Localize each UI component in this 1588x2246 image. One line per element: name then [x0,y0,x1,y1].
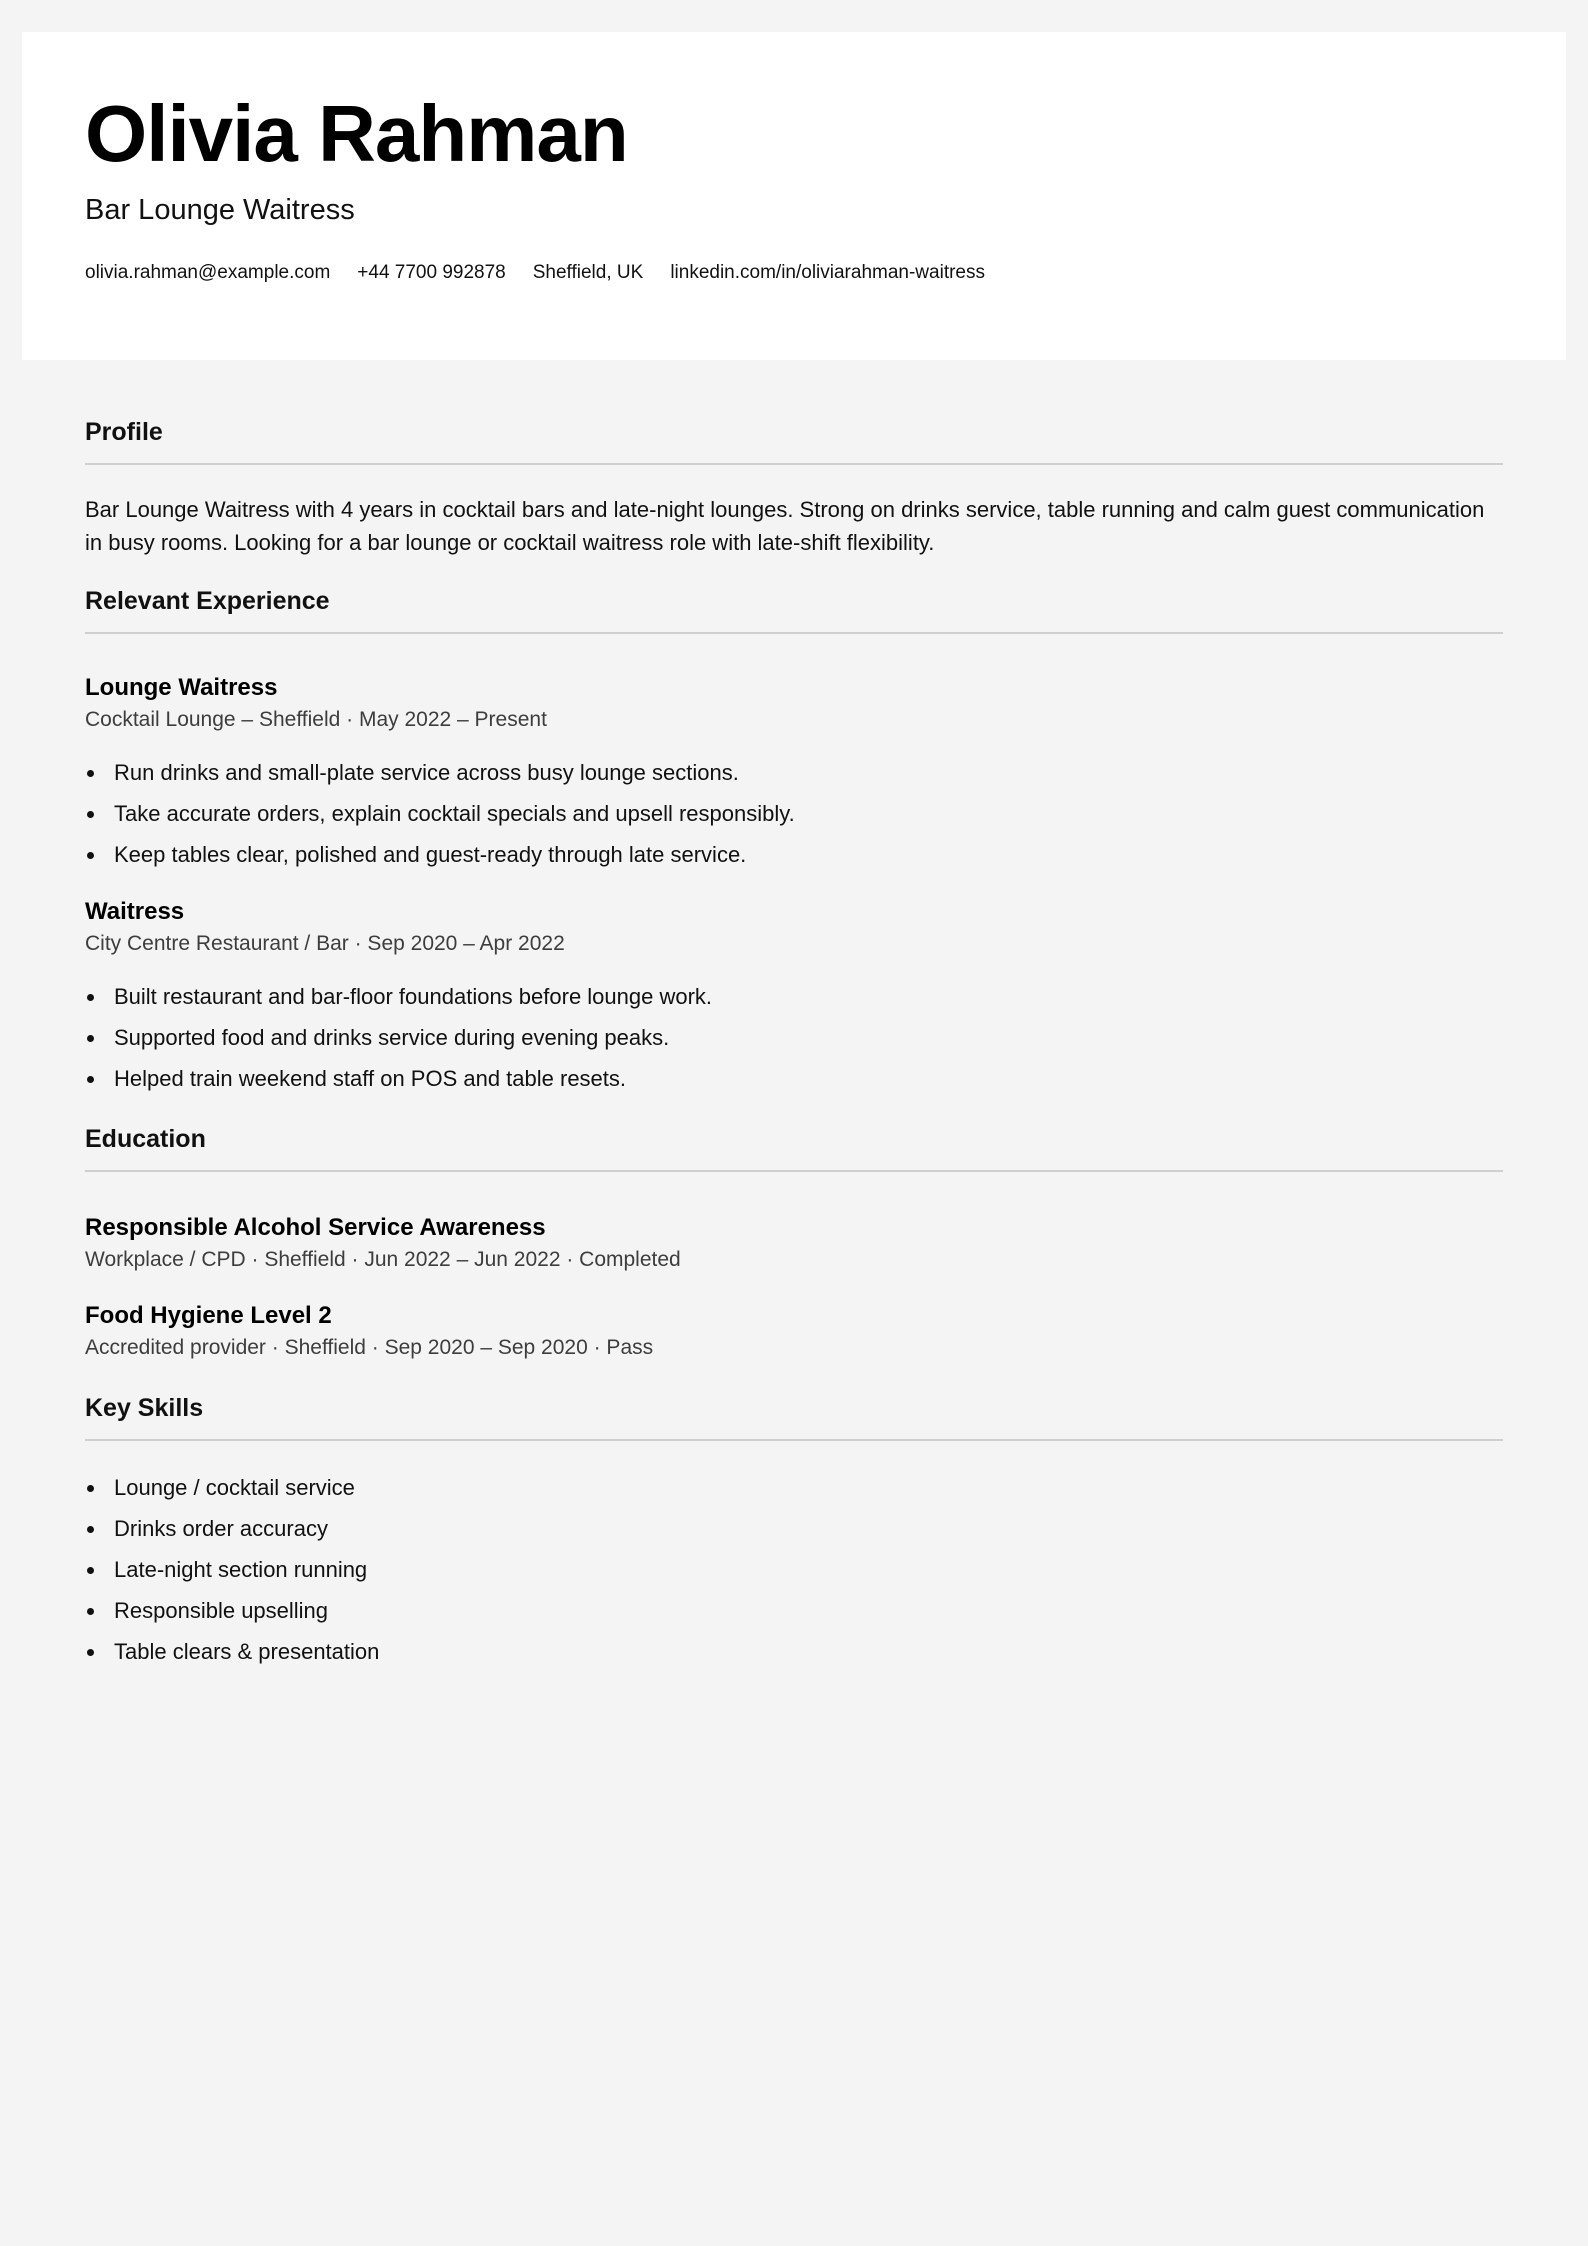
education-title: Food Hygiene Level 2 [85,1302,332,1329]
candidate-name: Olivia Rahman [85,89,628,178]
contact-linkedin[interactable]: linkedin.com/in/oliviarahman-waitress [670,262,985,283]
contact-email[interactable]: olivia.rahman@example.com [85,262,331,283]
education-entry [85,1304,1503,1358]
experience-section [85,589,1503,1099]
education-meta: Workplace / CPD · Sheffield · Jun 2022 – Jun 2022 · Completed [85,1248,681,1271]
profile-section [85,360,1503,559]
list-item: Supported food and drinks service during evening peaks. [85,1017,1503,1058]
list-item: Take accurate orders, explain cocktail specials and upsell responsibly. [85,793,1503,834]
job-meta: City Centre Restaurant / Bar · Sep 2020 – Apr 2022 [85,932,565,955]
job-title: Lounge Waitress [85,674,278,701]
job-bullets [85,976,1503,1099]
section-divider [85,1170,1503,1172]
section-divider [85,1439,1503,1441]
job-entry [85,676,1503,875]
job-entry [85,900,1503,1099]
list-item: Drinks order accuracy [85,1508,1503,1549]
list-item: Keep tables clear, polished and guest-ready through late service. [85,834,1503,875]
education-entry [85,1216,1503,1270]
contact-location: Sheffield, UK [532,262,644,283]
job-bullets [85,752,1503,875]
list-item: Built restaurant and bar-floor foundations before lounge work. [85,976,1503,1017]
candidate-role: Bar Lounge Waitress [85,194,355,226]
section-title-experience: Relevant Experience [85,587,330,615]
skills-list [85,1467,1503,1672]
section-divider [85,632,1503,634]
section-title-skills: Key Skills [85,1394,204,1422]
education-section [85,1127,1503,1358]
education-title: Responsible Alcohol Service Awareness [85,1214,546,1241]
resume-body [85,360,1503,1672]
contact-row [85,263,985,282]
education-meta: Accredited provider · Sheffield · Sep 2020 – Sep 2020 · Pass [85,1336,654,1359]
section-title-education: Education [85,1125,206,1153]
list-item: Responsible upselling [85,1590,1503,1631]
list-item: Late-night section running [85,1549,1503,1590]
profile-text: Bar Lounge Waitress with 4 years in cocktail bars and late-night lounges. Strong on drinks service, table running and calm guest communication in busy rooms. Looking for a bar lounge or cocktail waitress role with late-shift flexibility. [85,497,1485,555]
resume-header [22,32,1566,360]
list-item: Table clears & presentation [85,1631,1503,1672]
list-item: Run drinks and small-plate service across busy lounge sections. [85,752,1503,793]
skills-section [85,1396,1503,1672]
section-divider [85,463,1503,465]
list-item: Helped train weekend staff on POS and table resets. [85,1058,1503,1099]
contact-phone[interactable]: +44 7700 992878 [357,262,506,283]
list-item: Lounge / cocktail service [85,1467,1503,1508]
section-title-profile: Profile [85,418,163,446]
job-meta: Cocktail Lounge – Sheffield · May 2022 – Present [85,708,547,731]
job-title: Waitress [85,898,185,925]
